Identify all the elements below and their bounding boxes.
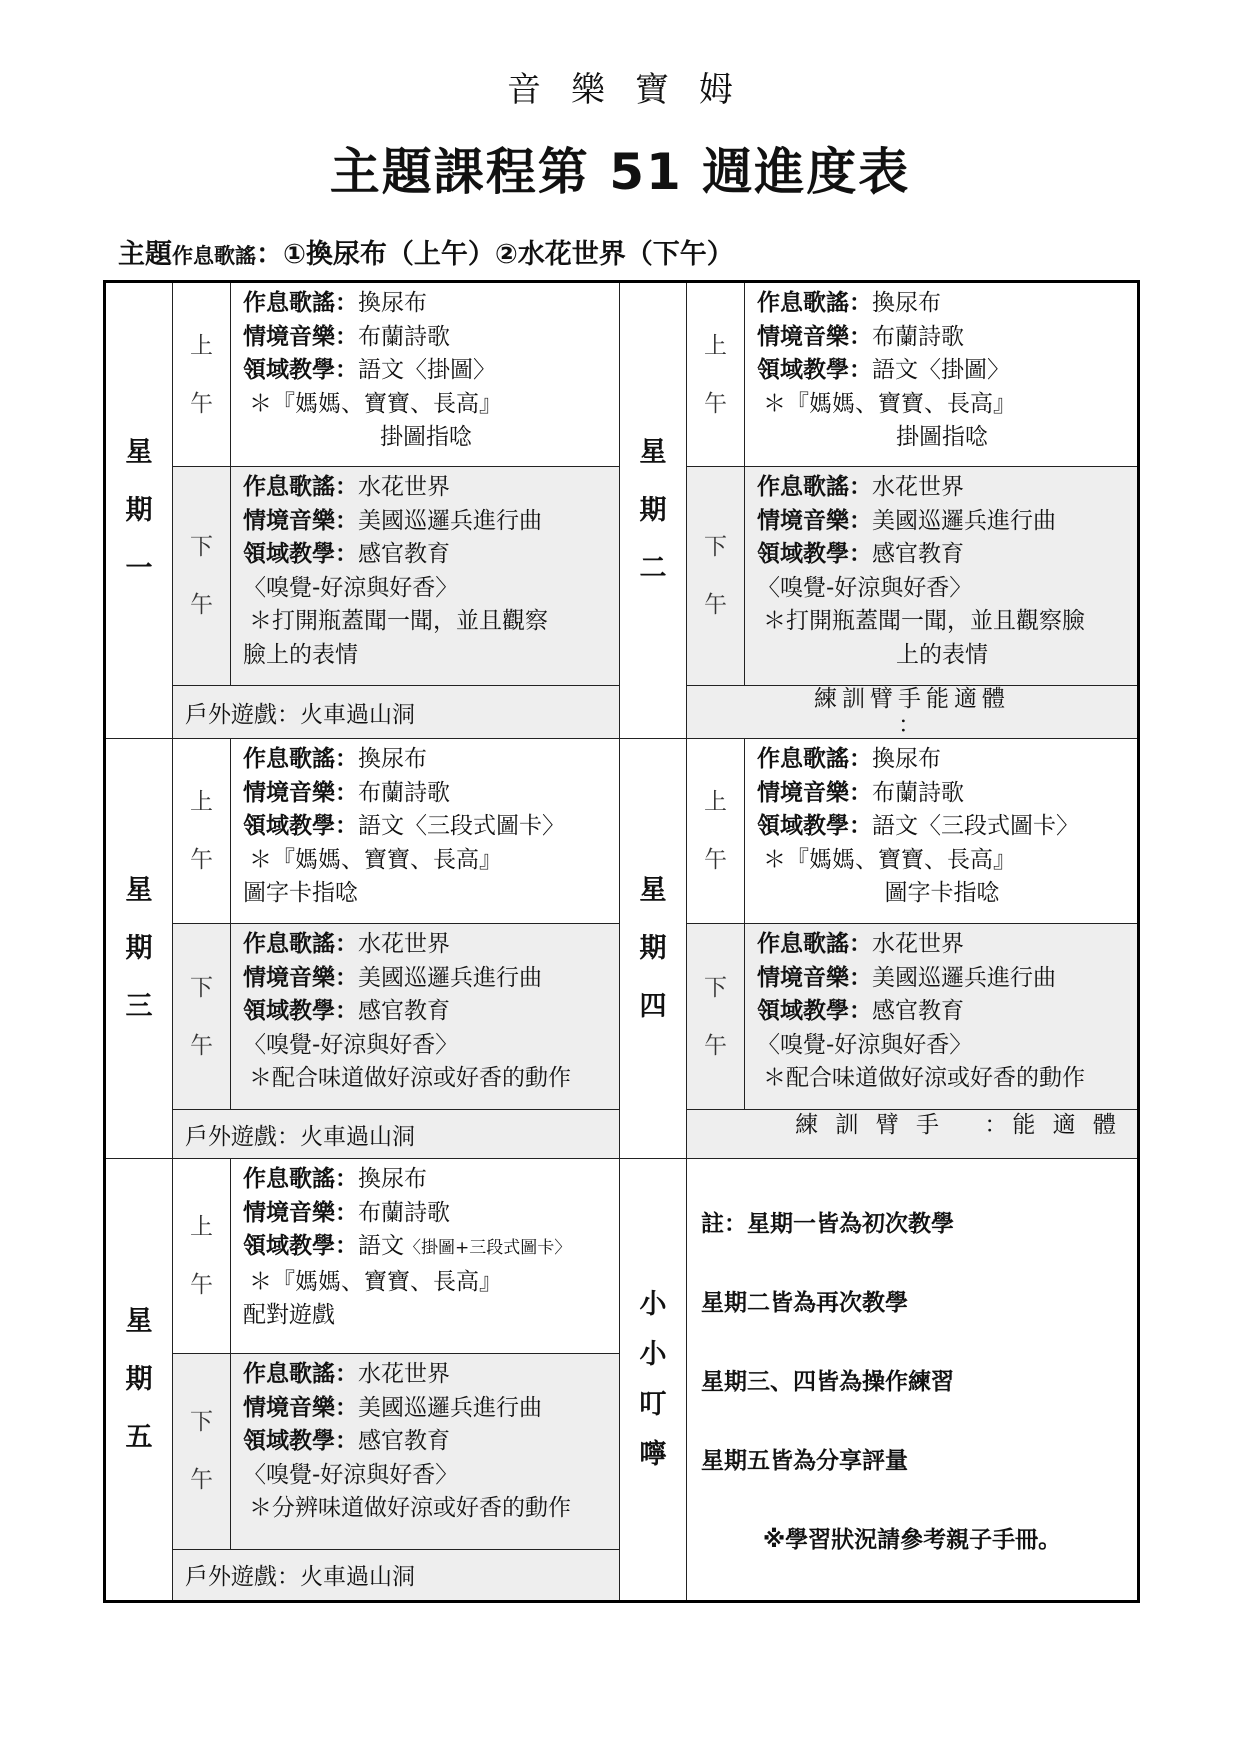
half-pm: 下 午 <box>173 924 231 1110</box>
theme-line <box>118 232 734 271</box>
schedule-table <box>103 280 1140 1603</box>
day-wednesday: 星 期 三 <box>105 739 173 1159</box>
half-am: 上 午 <box>173 282 231 467</box>
wed-pm-content: 作息歌謠：水花世界 情境音樂：美國巡邏兵進行曲 領域教學：感官教育 〈嗅覺-好涼與好香〉 ＊配合味道做好涼或好香的動作 <box>231 924 620 1110</box>
half-am: 上 午 <box>173 739 231 924</box>
mon-outdoor: 戶外遊戲：火車過山洞 <box>173 686 620 739</box>
tue-am-content: 作息歌謠：換尿布 情境音樂：布蘭詩歌 領域教學：語文〈掛圖〉 ＊『媽媽、寶寶、長高』 掛圖指唸 <box>745 282 1139 467</box>
note-1: 註：星期一皆為初次教學 <box>701 1211 954 1237</box>
org-name: 音樂寶姆 <box>507 70 763 110</box>
wed-am-content: 作息歌謠：換尿布 情境音樂：布蘭詩歌 領域教學：語文〈三段式圖卡〉 ＊『媽媽、寶寶、長高』 圖字卡指唸 <box>231 739 620 924</box>
day-thursday: 星 期 四 <box>620 739 687 1159</box>
thu-fitness: 練 訓 臂 手 ：能 適 體 <box>687 1110 1139 1159</box>
wed-outdoor: 戶外遊戲：火車過山洞 <box>173 1110 620 1159</box>
fri-pm-content: 作息歌謠：水花世界 情境音樂：美國巡邏兵進行曲 領域教學：感官教育 〈嗅覺-好涼與好香〉 ＊分辨味道做好涼或好香的動作 <box>231 1354 620 1549</box>
fri-outdoor: 戶外遊戲：火車過山洞 <box>173 1549 620 1602</box>
note-3: 星期三、四皆為操作練習 <box>701 1369 954 1395</box>
half-pm: 下 午 <box>173 1354 231 1549</box>
page-title: 主題課程第 51 週進度表 <box>329 143 911 201</box>
theme-prefix: 主題 <box>118 239 172 270</box>
notes-panel <box>687 1159 1139 1602</box>
note-2: 星期二皆為再次教學 <box>701 1290 908 1316</box>
tue-pm-content: 作息歌謠：水花世界 情境音樂：美國巡邏兵進行曲 領域教學：感官教育 〈嗅覺-好涼與好香〉 ＊打開瓶蓋聞一聞，並且觀察臉 上的表情 <box>745 467 1139 686</box>
tue-fitness: 練訓臂手能適體 ： <box>687 686 1139 739</box>
half-am: 上 午 <box>173 1159 231 1354</box>
half-pm: 下 午 <box>687 924 745 1110</box>
fri-am-content: 作息歌謠：換尿布 情境音樂：布蘭詩歌 領域教學：語文〈掛圖+三段式圖卡〉 ＊『媽媽、寶寶、長高』 配對遊戲 <box>231 1159 620 1354</box>
thu-am-content: 作息歌謠：換尿布 情境音樂：布蘭詩歌 領域教學：語文〈三段式圖卡〉 ＊『媽媽、寶寶、長高』 圖字卡指唸 <box>745 739 1139 924</box>
note-4: 星期五皆為分享評量 <box>701 1448 908 1474</box>
thu-pm-content: 作息歌謠：水花世界 情境音樂：美國巡邏兵進行曲 領域教學：感官教育 〈嗅覺-好涼與好香〉 ＊配合味道做好涼或好香的動作 <box>745 924 1139 1110</box>
half-pm: 下 午 <box>687 467 745 686</box>
note-5: ※學習狀況請參考親子手冊。 <box>762 1527 1062 1553</box>
theme-rest: ：①換尿布（上午）②水花世界（下午） <box>256 239 734 270</box>
mon-pm-content: 作息歌謠：水花世界 情境音樂：美國巡邏兵進行曲 領域教學：感官教育 〈嗅覺-好涼與好香〉 ＊打開瓶蓋聞一聞，並且觀察 臉上的表情 <box>231 467 620 686</box>
tips-label: 小 小 叮 嚀 <box>620 1159 687 1602</box>
day-tuesday: 星 期 二 <box>620 282 687 739</box>
half-am: 上 午 <box>687 282 745 467</box>
day-monday: 星 期 一 <box>105 282 173 739</box>
mon-am-content: 作息歌謠：換尿布 情境音樂：布蘭詩歌 領域教學：語文〈掛圖〉 ＊『媽媽、寶寶、長高』 掛圖指唸 <box>231 282 620 467</box>
day-friday: 星 期 五 <box>105 1159 173 1602</box>
half-pm: 下 午 <box>173 467 231 686</box>
half-am: 上 午 <box>687 739 745 924</box>
theme-small: 作息歌謠 <box>172 244 256 268</box>
